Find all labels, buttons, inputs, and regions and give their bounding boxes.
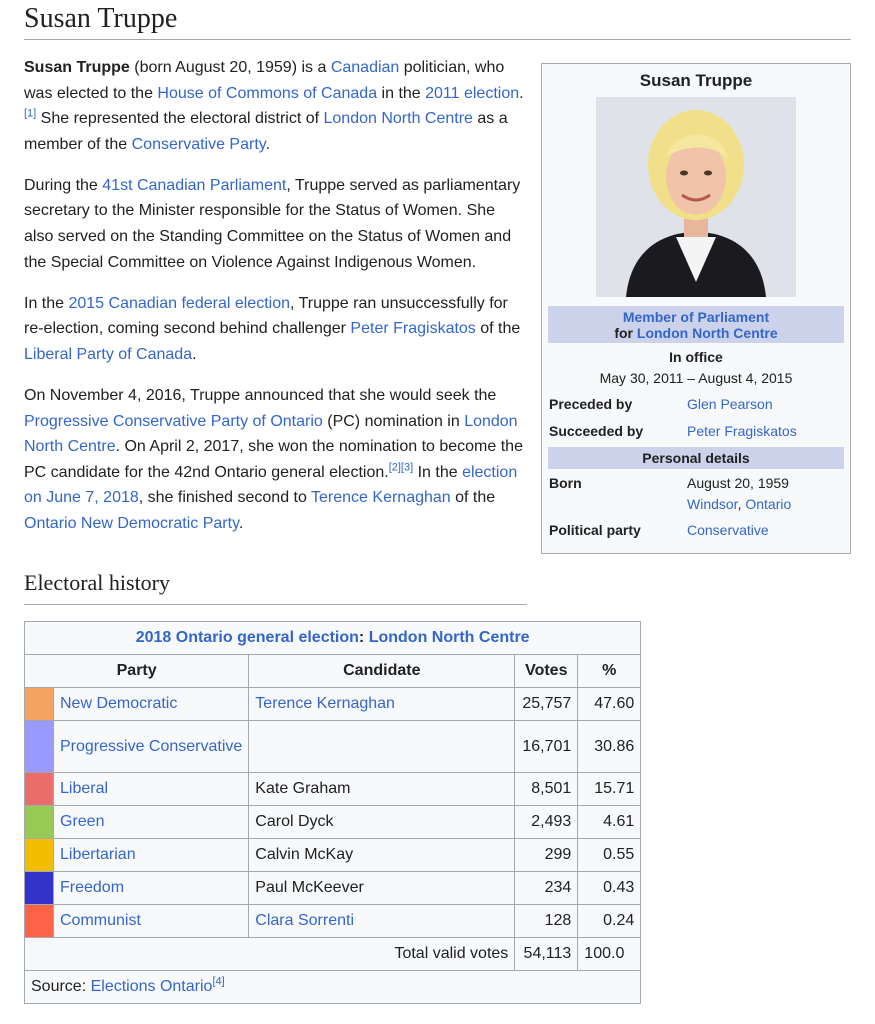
header-party: Party: [25, 655, 249, 688]
party-cell: [54, 721, 249, 773]
table-row: [25, 872, 641, 905]
party-color-swatch: [25, 905, 54, 938]
link-41st-parliament[interactable]: 41st Canadian Parliament: [102, 176, 287, 194]
votes-cell: 8,501: [515, 773, 578, 806]
party-cell: [54, 688, 249, 721]
text: On November 4, 2016, Truppe announced that she would seek the: [24, 387, 497, 405]
personal-details-header: Personal details: [548, 447, 844, 469]
text: .: [519, 84, 524, 102]
candidate-cell: [249, 721, 515, 773]
caption-separator: :: [358, 629, 369, 646]
text: .: [265, 135, 271, 153]
born-place: [687, 496, 791, 512]
link-house-of-commons[interactable]: House of Commons of Canada: [157, 84, 378, 102]
party-cell: [54, 872, 249, 905]
header-percent: %: [578, 655, 641, 688]
table-caption: [25, 622, 641, 655]
reference-3[interactable]: [3]: [400, 461, 414, 474]
votes-cell: 25,757: [515, 688, 578, 721]
born-separator: ,: [737, 496, 746, 512]
party-color-swatch: [25, 773, 54, 806]
party-link[interactable]: Libertarian: [60, 846, 136, 863]
link-peter-fragiskatos[interactable]: Peter Fragiskatos: [687, 423, 797, 439]
provincial-paragraph: [24, 383, 527, 537]
text: of the: [475, 320, 521, 338]
candidate-cell: [249, 839, 515, 872]
text: , Truppe ran unsuccessfully for re-election, coming second behind challenger: [24, 294, 508, 338]
votes-cell: 2,493: [515, 806, 578, 839]
article-body: [24, 55, 527, 552]
candidate-link[interactable]: Clara Sorrenti: [255, 912, 354, 929]
percent-cell: 4.61: [578, 806, 641, 839]
link-2018-election[interactable]: election on June 7, 2018: [24, 463, 518, 507]
candidate-cell: [249, 806, 515, 839]
link-terence-kernaghan[interactable]: Terence Kernaghan: [311, 489, 451, 507]
link-member-of-parliament[interactable]: Member of Parliament: [622, 309, 770, 325]
link-windsor[interactable]: Windsor: [687, 496, 738, 512]
text: .: [192, 345, 197, 363]
link-elections-ontario[interactable]: Elections Ontario: [90, 978, 213, 995]
link-glen-pearson[interactable]: Glen Pearson: [687, 396, 773, 412]
born-label: Born: [549, 475, 582, 491]
parliament-paragraph: [24, 173, 527, 275]
text: . On April 2, 2017, she won the nomination to become the PC candidate for the 42nd Ontario general election.: [24, 438, 523, 481]
subject-name: Susan Truppe: [24, 59, 130, 76]
link-ontario-ndp[interactable]: Ontario New Democratic Party: [24, 515, 239, 532]
votes-cell: 299: [515, 839, 578, 872]
table-source: [25, 971, 641, 1004]
table-row: [25, 773, 641, 806]
election-results-table: [24, 621, 641, 1004]
link-london-north-centre[interactable]: London North Centre: [636, 325, 778, 341]
party-color-swatch: [25, 806, 54, 839]
total-votes: 54,113: [515, 938, 578, 971]
text: .: [238, 515, 244, 532]
section-heading-electoral-history: Electoral history: [24, 566, 527, 605]
candidate-name: Paul McKeever: [255, 879, 364, 896]
candidate-cell: [249, 905, 515, 938]
link-ontario[interactable]: Ontario: [745, 496, 792, 512]
table-row: [25, 839, 641, 872]
party-link[interactable]: Green: [60, 813, 105, 830]
total-percent: 100.0: [578, 938, 641, 971]
text: politician, who was elected to the: [24, 59, 505, 102]
table-row: [25, 905, 641, 938]
link-liberal-party[interactable]: Liberal Party of Canada: [24, 345, 193, 363]
party-link[interactable]: Liberal: [60, 780, 109, 797]
votes-cell: 234: [515, 872, 578, 905]
succeeded-label: Succeeded by: [549, 423, 644, 439]
results-body: [25, 688, 641, 938]
in-office-dates: May 30, 2011 – August 4, 2015: [599, 370, 793, 386]
table-row: [25, 688, 641, 721]
party-cell: [54, 773, 249, 806]
text: She represented the electoral district of: [36, 110, 324, 128]
total-label: Total valid votes: [25, 938, 515, 971]
candidate-link[interactable]: Terence Kernaghan: [255, 695, 395, 712]
header-candidate: Candidate: [249, 655, 515, 688]
percent-cell: 0.43: [578, 872, 641, 905]
percent-cell: 15.71: [578, 773, 641, 806]
link-pc-party-ontario[interactable]: Progressive Conservative Party of Ontario: [24, 412, 323, 430]
party-link[interactable]: Freedom: [60, 879, 125, 896]
reference-2[interactable]: [2]: [388, 461, 401, 474]
candidate-name: Kate Graham: [255, 780, 351, 797]
page-title: Susan Truppe: [24, 0, 851, 40]
party-color-swatch: [25, 839, 54, 872]
party-color-swatch: [25, 872, 54, 905]
party-color-swatch: [25, 721, 54, 773]
percent-cell: 30.86: [578, 721, 641, 773]
text: (PC) nomination in: [322, 412, 465, 430]
office-header: [548, 306, 844, 343]
link-conservative[interactable]: Conservative: [687, 522, 769, 538]
candidate-name: Calvin McKay: [255, 846, 354, 863]
party-cell: [54, 839, 249, 872]
text: In the: [24, 294, 69, 312]
link-2011-election[interactable]: 2011 election: [425, 84, 520, 102]
candidate-cell: [249, 872, 515, 905]
born-date: August 20, 1959: [687, 475, 789, 491]
text: During the: [24, 176, 103, 194]
link-canadian[interactable]: Canadian: [330, 59, 400, 76]
election-2015-paragraph: [24, 291, 527, 368]
link-london-north-centre[interactable]: London North Centre: [24, 412, 518, 456]
link-conservative-party[interactable]: Conservative Party: [131, 135, 266, 153]
votes-cell: 16,701: [515, 721, 578, 773]
infobox: [541, 63, 851, 554]
percent-cell: 0.24: [578, 905, 641, 938]
preceded-label: Preceded by: [549, 396, 633, 412]
party-link[interactable]: New Democratic: [60, 695, 178, 712]
text: of the: [450, 489, 496, 507]
text: (born August 20, 1959) is a: [129, 59, 331, 76]
percent-cell: 0.55: [578, 839, 641, 872]
link-london-north-centre[interactable]: London North Centre: [323, 110, 473, 128]
portrait-image: [596, 97, 796, 297]
office-for-text: for: [614, 325, 637, 341]
party-label: Political party: [549, 522, 641, 538]
intro-paragraph: [24, 55, 527, 157]
reference-4[interactable]: [4]: [212, 975, 225, 988]
candidate-cell: [249, 773, 515, 806]
header-votes: Votes: [515, 655, 578, 688]
infobox-title: Susan Truppe: [639, 71, 753, 90]
text: , she finished second to: [138, 489, 312, 507]
votes-cell: 128: [515, 905, 578, 938]
candidate-cell: [249, 688, 515, 721]
reference-1[interactable]: [1]: [24, 107, 37, 120]
percent-cell: 47.60: [578, 688, 641, 721]
party-color-swatch: [25, 688, 54, 721]
party-link[interactable]: Progressive Conservative: [60, 737, 243, 755]
in-office-label: In office: [669, 349, 723, 365]
party-cell: [54, 806, 249, 839]
text: in the: [377, 84, 426, 102]
portrait-photo[interactable]: [596, 97, 796, 297]
link-london-north-centre[interactable]: London North Centre: [368, 629, 530, 646]
party-link[interactable]: Communist: [60, 912, 141, 929]
party-cell: [54, 905, 249, 938]
link-peter-fragiskatos[interactable]: Peter Fragiskatos: [350, 320, 476, 338]
link-2018-ontario-election[interactable]: 2018 Ontario general election: [135, 629, 359, 646]
text: In the: [413, 463, 463, 481]
text: , Truppe served as parliamentary secretary to the Minister responsible for the Status of Women. She also served on the Standing Committee on the Status of Women and the Special Committee on Violence Against Indigenous Women.: [24, 176, 521, 271]
table-row: [25, 721, 641, 773]
table-row: [25, 806, 641, 839]
text: as a member of the: [24, 110, 508, 153]
source-label: Source:: [31, 978, 91, 995]
link-2015-federal-election[interactable]: 2015 Canadian federal election: [68, 294, 290, 312]
candidate-name: Carol Dyck: [255, 813, 334, 830]
